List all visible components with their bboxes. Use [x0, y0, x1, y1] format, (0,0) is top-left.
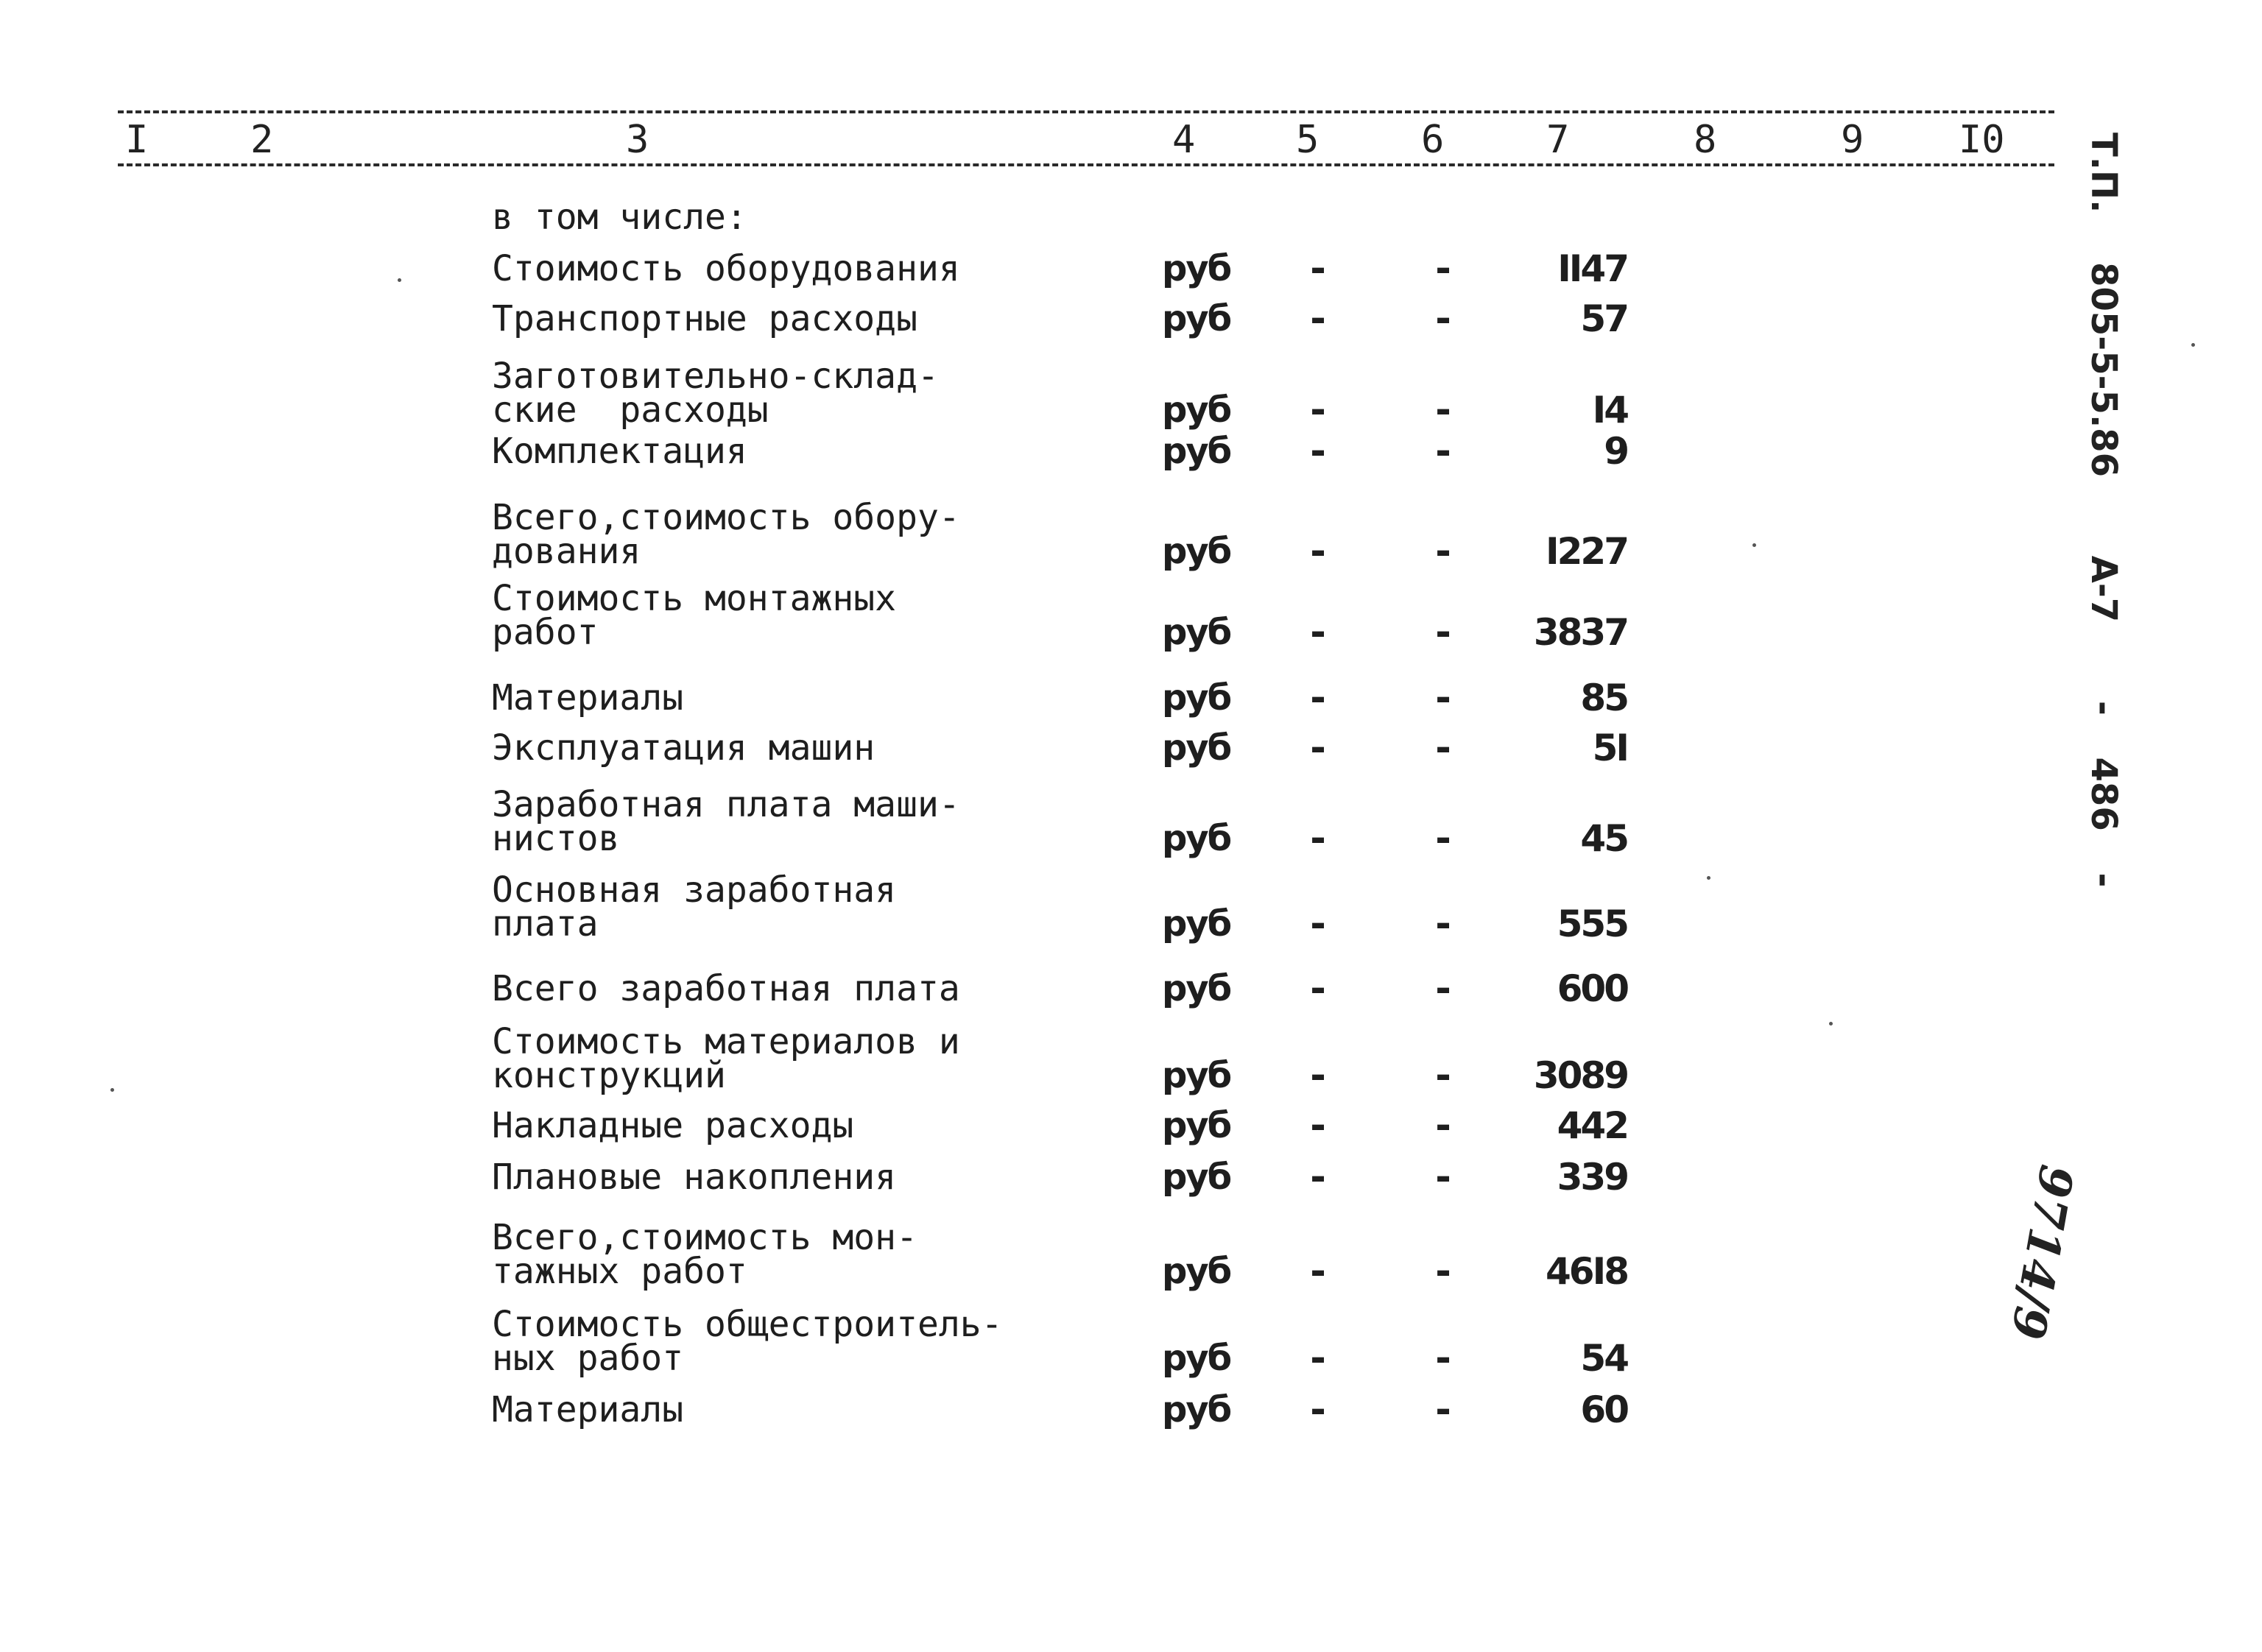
- row-description: Материалы: [492, 677, 684, 719]
- scan-speck: [2191, 343, 2195, 347]
- row-col5: -: [1310, 967, 1326, 1011]
- row-unit: руб: [1162, 677, 1231, 719]
- column-number: 9: [1841, 118, 1864, 162]
- row-value: 57: [1580, 297, 1627, 340]
- row-description: Стоимость оборудования: [492, 248, 960, 289]
- intro-text: в том числе:: [492, 197, 747, 238]
- row-col5: -: [1310, 297, 1326, 341]
- row-unit: руб: [1162, 727, 1231, 769]
- row-unit: руб: [1162, 531, 1231, 572]
- row-description: Стоимость общестроитель- ных работ: [492, 1304, 1003, 1379]
- row-unit: руб: [1162, 1055, 1231, 1096]
- row-col6: -: [1435, 1249, 1451, 1293]
- row-value: 3837: [1533, 611, 1627, 654]
- row-col6: -: [1435, 297, 1451, 341]
- row-value: 45: [1580, 817, 1627, 860]
- header-bottom-rule: [118, 163, 2054, 166]
- row-description: Стоимость монтажных работ: [492, 578, 897, 653]
- row-col5: -: [1310, 388, 1326, 432]
- column-number: 3: [626, 118, 649, 162]
- row-unit: руб: [1162, 298, 1231, 339]
- row-value: 442: [1557, 1104, 1627, 1147]
- row-unit: руб: [1162, 248, 1231, 289]
- scan-speck: [1752, 543, 1756, 547]
- row-value: 54: [1580, 1337, 1627, 1380]
- row-unit: руб: [1162, 1389, 1231, 1430]
- row-description: Материалы: [492, 1389, 684, 1430]
- row-col5: -: [1310, 726, 1326, 770]
- row-col5: -: [1310, 1155, 1326, 1199]
- column-number: I: [125, 118, 149, 162]
- row-unit: руб: [1162, 612, 1231, 653]
- row-col5: -: [1310, 529, 1326, 573]
- side-designation: [2083, 133, 2124, 888]
- row-unit: руб: [1162, 1251, 1231, 1292]
- row-col5: -: [1310, 247, 1326, 291]
- row-col5: -: [1310, 1104, 1326, 1148]
- row-description: Заработная плата маши- нистов: [492, 784, 960, 859]
- column-number: 8: [1694, 118, 1717, 162]
- row-col5: -: [1310, 610, 1326, 654]
- column-number: 2: [250, 118, 274, 162]
- row-col5: -: [1310, 816, 1326, 861]
- row-col6: -: [1435, 529, 1451, 573]
- row-col5: -: [1310, 429, 1326, 473]
- row-col6: -: [1435, 1388, 1451, 1432]
- side-page-number: 486: [2083, 757, 2124, 831]
- row-col5: -: [1310, 1053, 1326, 1098]
- scan-speck: [110, 1088, 114, 1092]
- row-value: 5I: [1592, 727, 1627, 769]
- row-unit: руб: [1162, 1105, 1231, 1146]
- row-col6: -: [1435, 429, 1451, 473]
- row-description: Заготовительно-склад- ские расходы: [492, 356, 939, 431]
- row-col6: -: [1435, 247, 1451, 291]
- column-number: 4: [1172, 118, 1196, 162]
- row-col5: -: [1310, 1388, 1326, 1432]
- row-description: Эксплуатация машин: [492, 727, 875, 769]
- row-value: 3089: [1533, 1054, 1627, 1097]
- scan-speck: [398, 278, 401, 282]
- row-unit: руб: [1162, 1338, 1231, 1379]
- row-unit: руб: [1162, 431, 1231, 472]
- row-description: Всего,стоимость мон- тажных работ: [492, 1217, 917, 1292]
- column-number: I0: [1959, 118, 2005, 162]
- scan-speck: [1707, 876, 1710, 880]
- row-value: II47: [1557, 247, 1627, 290]
- row-value: 9: [1604, 430, 1627, 473]
- handwritten-note: 9714/9: [2000, 1161, 2084, 1344]
- side-dash-1: -: [2083, 700, 2124, 716]
- row-description: Всего,стоимость обору- дования: [492, 497, 960, 572]
- row-col5: -: [1310, 1249, 1326, 1293]
- row-col6: -: [1435, 676, 1451, 720]
- row-col6: -: [1435, 902, 1451, 946]
- row-col6: -: [1435, 388, 1451, 432]
- row-unit: руб: [1162, 903, 1231, 945]
- row-description: Транспортные расходы: [492, 298, 917, 339]
- row-description: Комплектация: [492, 431, 747, 472]
- row-value: I4: [1592, 389, 1627, 431]
- row-col6: -: [1435, 610, 1451, 654]
- scan-speck: [1829, 1022, 1833, 1026]
- side-code: 805-5-5.86: [2083, 262, 2124, 477]
- row-value: 555: [1557, 903, 1627, 945]
- row-col6: -: [1435, 1155, 1451, 1199]
- side-dash-2: -: [2083, 872, 2124, 888]
- row-value: 339: [1557, 1156, 1627, 1199]
- side-album: А-7: [2083, 555, 2124, 623]
- row-description: Основная заработная плата: [492, 869, 897, 945]
- row-unit: руб: [1162, 818, 1231, 859]
- row-unit: руб: [1162, 389, 1231, 431]
- row-unit: руб: [1162, 1157, 1231, 1198]
- column-number: 5: [1296, 118, 1320, 162]
- row-value: 46I8: [1546, 1250, 1627, 1293]
- row-description: Стоимость материалов и конструкций: [492, 1021, 960, 1096]
- row-col6: -: [1435, 726, 1451, 770]
- row-unit: руб: [1162, 968, 1231, 1009]
- row-description: Плановые накопления: [492, 1157, 897, 1198]
- row-value: 85: [1580, 677, 1627, 719]
- row-description: Накладные расходы: [492, 1105, 854, 1146]
- column-number: 7: [1546, 118, 1570, 162]
- row-value: I227: [1546, 530, 1627, 573]
- row-value: 600: [1557, 967, 1627, 1010]
- row-col6: -: [1435, 816, 1451, 861]
- column-number: 6: [1421, 118, 1445, 162]
- row-col6: -: [1435, 1053, 1451, 1098]
- row-col5: -: [1310, 1336, 1326, 1380]
- row-col5: -: [1310, 676, 1326, 720]
- row-col6: -: [1435, 1336, 1451, 1380]
- row-col6: -: [1435, 1104, 1451, 1148]
- row-col6: -: [1435, 967, 1451, 1011]
- side-tp: Т.П.: [2083, 133, 2124, 213]
- header-top-rule: [118, 110, 2054, 113]
- row-description: Всего заработная плата: [492, 968, 960, 1009]
- row-col5: -: [1310, 902, 1326, 946]
- row-value: 60: [1580, 1388, 1627, 1431]
